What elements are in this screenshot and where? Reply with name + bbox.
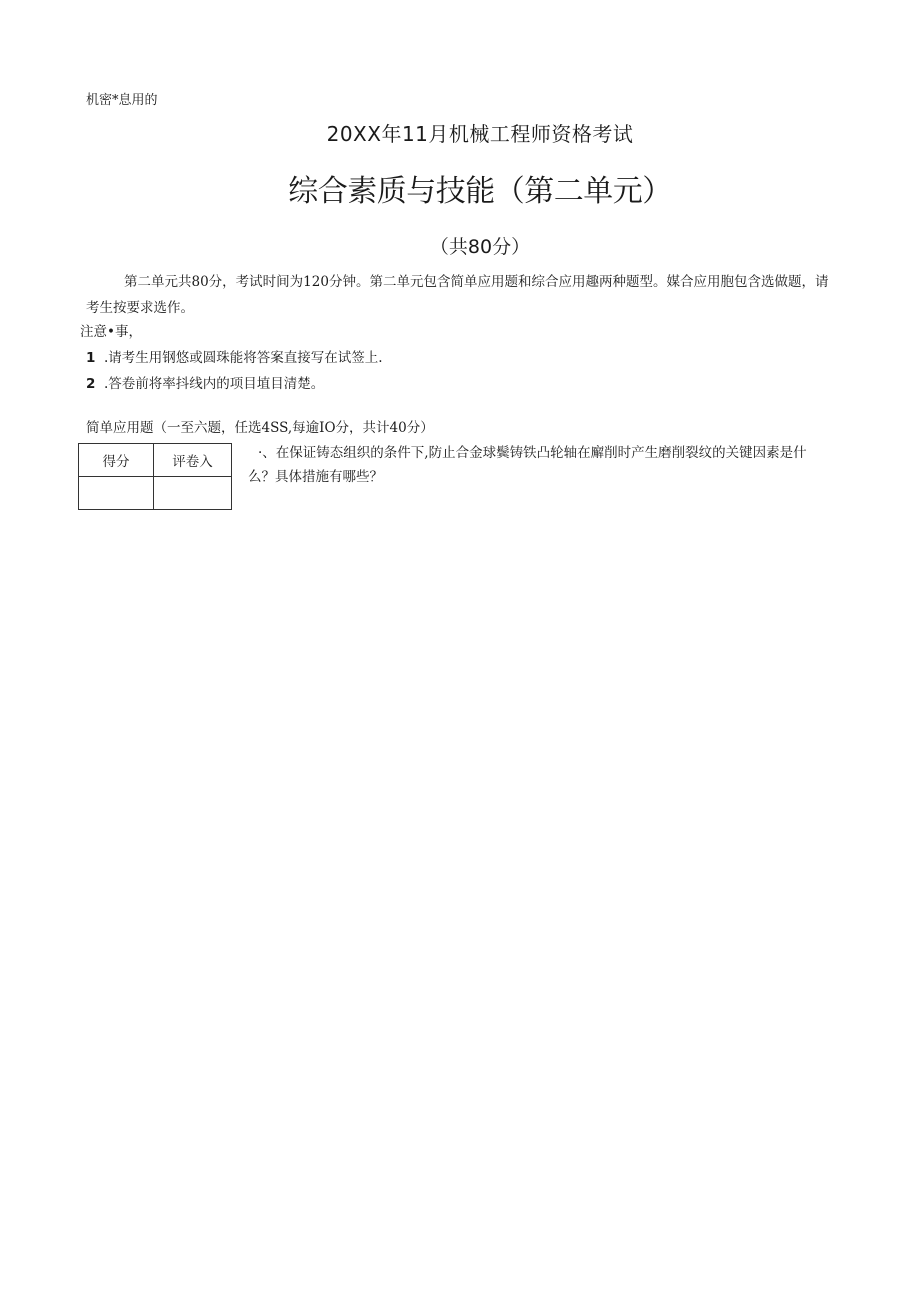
- question-marker: ·、: [258, 445, 276, 461]
- subject-title: 综合素质与技能（第二单元）: [288, 174, 672, 209]
- score-table: [78, 443, 232, 510]
- notice-item: [86, 372, 324, 392]
- notice-item-text: .答卷前将率抖线内的项目埴目清楚。: [104, 376, 325, 392]
- question-text: 在保证铸态组织的条件下,防止合金球鬓铸铁凸轮轴在廨削时产生磨削裂纹的关键因素是什么？具体措施有哪些？: [248, 445, 807, 485]
- intro-paragraph: 第二单元共80分，考试时间为120分钟。第二单元包含简单应用题和综合应用趣两种题型。媒合应用胞包含选做题，请考生按要求选作。: [86, 274, 829, 316]
- section-heading: 简单应用题（一至六题，任选4SS,每逾IO分，共计40分）: [86, 420, 434, 436]
- notice-heading: 注意•事，: [80, 324, 142, 340]
- grader-column-header: 评卷入: [154, 444, 232, 477]
- score-cell[interactable]: [79, 477, 154, 510]
- score-table-input-row: [79, 477, 232, 510]
- notice-item-number: 1: [86, 350, 96, 366]
- notice-item-number: 2: [86, 376, 96, 392]
- notice-item: [86, 346, 383, 366]
- question-1: [248, 441, 828, 489]
- grader-cell[interactable]: [154, 477, 232, 510]
- notice-item-text: .请考生用钢悠或圆珠能将答案直接写在试签上.: [104, 350, 383, 366]
- secret-label: 机密*息用的: [86, 93, 158, 108]
- exam-title: 20XX年11月机械工程师资格考试: [326, 122, 634, 146]
- total-score: （共80分）: [429, 236, 531, 258]
- score-table-header-row: [79, 444, 232, 477]
- score-column-header: 得分: [79, 444, 154, 477]
